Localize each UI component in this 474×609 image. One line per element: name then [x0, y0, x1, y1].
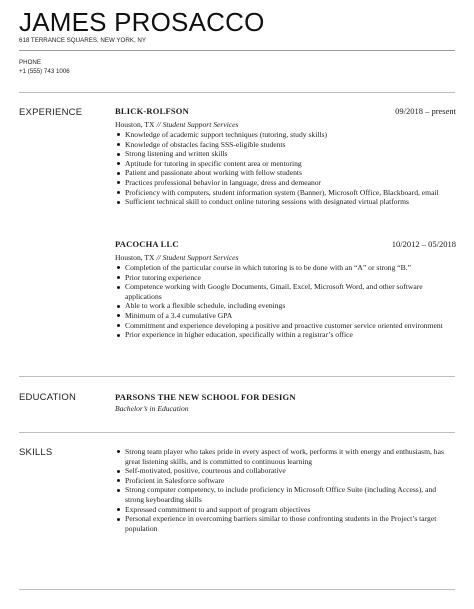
job-bullet-list — [115, 130, 456, 207]
company-name: PACOCHA LLC — [115, 239, 179, 249]
section-divider — [19, 92, 455, 93]
job-entry — [115, 106, 456, 207]
skills-bullet-list — [115, 447, 456, 533]
list-item: Strong computer competency, to include proficiency in Microsoft Office Suite (including Access), and strong keyboarding skills — [125, 485, 456, 504]
list-item: Minimum of a 3.4 cumulative GPA — [125, 311, 456, 321]
job-location-role — [115, 253, 456, 263]
location-role-separator: // — [156, 120, 161, 129]
section-title-education: EDUCATION — [19, 392, 77, 403]
list-item: Knowledge of obstacles facing SSS-eligible students — [125, 140, 456, 150]
job-location: Houston, TX — [115, 253, 155, 262]
phone-label: PHONE — [19, 59, 42, 66]
section-title-experience: EXPERIENCE — [19, 107, 83, 118]
section-divider — [19, 589, 455, 590]
list-item: Aptitude for tutoring in specific content area or mentoring — [125, 159, 456, 169]
education-entry — [115, 391, 456, 414]
phone-number: +1 (555) 743 1006 — [19, 68, 70, 75]
job-header — [115, 239, 456, 253]
list-item: Commitment and experience developing a positive and proactive customer service oriented environment — [125, 321, 456, 331]
list-item: Prior experience in higher education, specifically within a registrar’s office — [125, 330, 456, 340]
list-item: Able to work a flexible schedule, including evenings — [125, 301, 456, 311]
list-item: Practices professional behavior in language, dress and demeanor — [125, 178, 456, 188]
company-name: BLICK-ROLFSON — [115, 106, 189, 116]
list-item: Knowledge of academic support techniques (tutoring, study skills) — [125, 130, 456, 140]
list-item: Completion of the particular course in which tutoring is to be done with an “A” or strong “B.” — [125, 263, 456, 273]
job-header — [115, 106, 456, 120]
list-item: Patient and passionate about working with fellow students — [125, 168, 456, 178]
section-divider — [19, 376, 455, 377]
job-role: Student Support Services — [162, 120, 239, 129]
list-item: Prior tutoring experience — [125, 273, 456, 283]
list-item: Personal experience in overcoming barriers similar to those confronting students in the Project’s target population — [125, 514, 456, 533]
job-role: Student Support Services — [162, 253, 239, 262]
list-item: Expressed commitment to and support of program objectives — [125, 505, 456, 515]
job-location: Houston, TX — [115, 120, 155, 129]
job-dates: 09/2018 – present — [395, 106, 456, 116]
job-entry — [115, 239, 456, 340]
list-item: Competence working with Google Documents, Gmail, Excel, Microsoft Word, and other software applications — [125, 282, 456, 301]
job-dates: 10/2012 – 05/2018 — [391, 239, 456, 249]
header-divider — [19, 50, 455, 51]
skills-entry — [115, 447, 456, 533]
location-role-separator: // — [156, 253, 161, 262]
degree: Bachelor’s in Education — [115, 404, 189, 413]
job-location-role — [115, 120, 456, 130]
list-item: Proficient in Salesforce software — [125, 476, 456, 486]
address: 618 TERRANCE SQUARES, NEW YORK, NY — [19, 37, 146, 44]
school-name: PARSONS THE NEW SCHOOL FOR DESIGN — [115, 392, 296, 402]
list-item: Strong team player who takes pride in every aspect of work, performs it with energy and enthusiasm, has great listening skills, and is committed to continuous learning — [125, 447, 456, 466]
section-title-skills: SKILLS — [19, 447, 53, 458]
list-item: Sufficient technical skill to conduct online tutoring sessions with designated virtual platforms — [125, 197, 456, 207]
list-item: Self-motivated, positive, courteous and collaborative — [125, 466, 456, 476]
list-item: Proficiency with computers, student information system (Banner), Microsoft Office, Blackboard, email — [125, 188, 456, 198]
section-divider — [19, 432, 455, 433]
job-bullet-list — [115, 263, 456, 340]
list-item: Strong listening and written skills — [125, 149, 456, 159]
candidate-name: JAMES PROSACCO — [19, 7, 265, 37]
